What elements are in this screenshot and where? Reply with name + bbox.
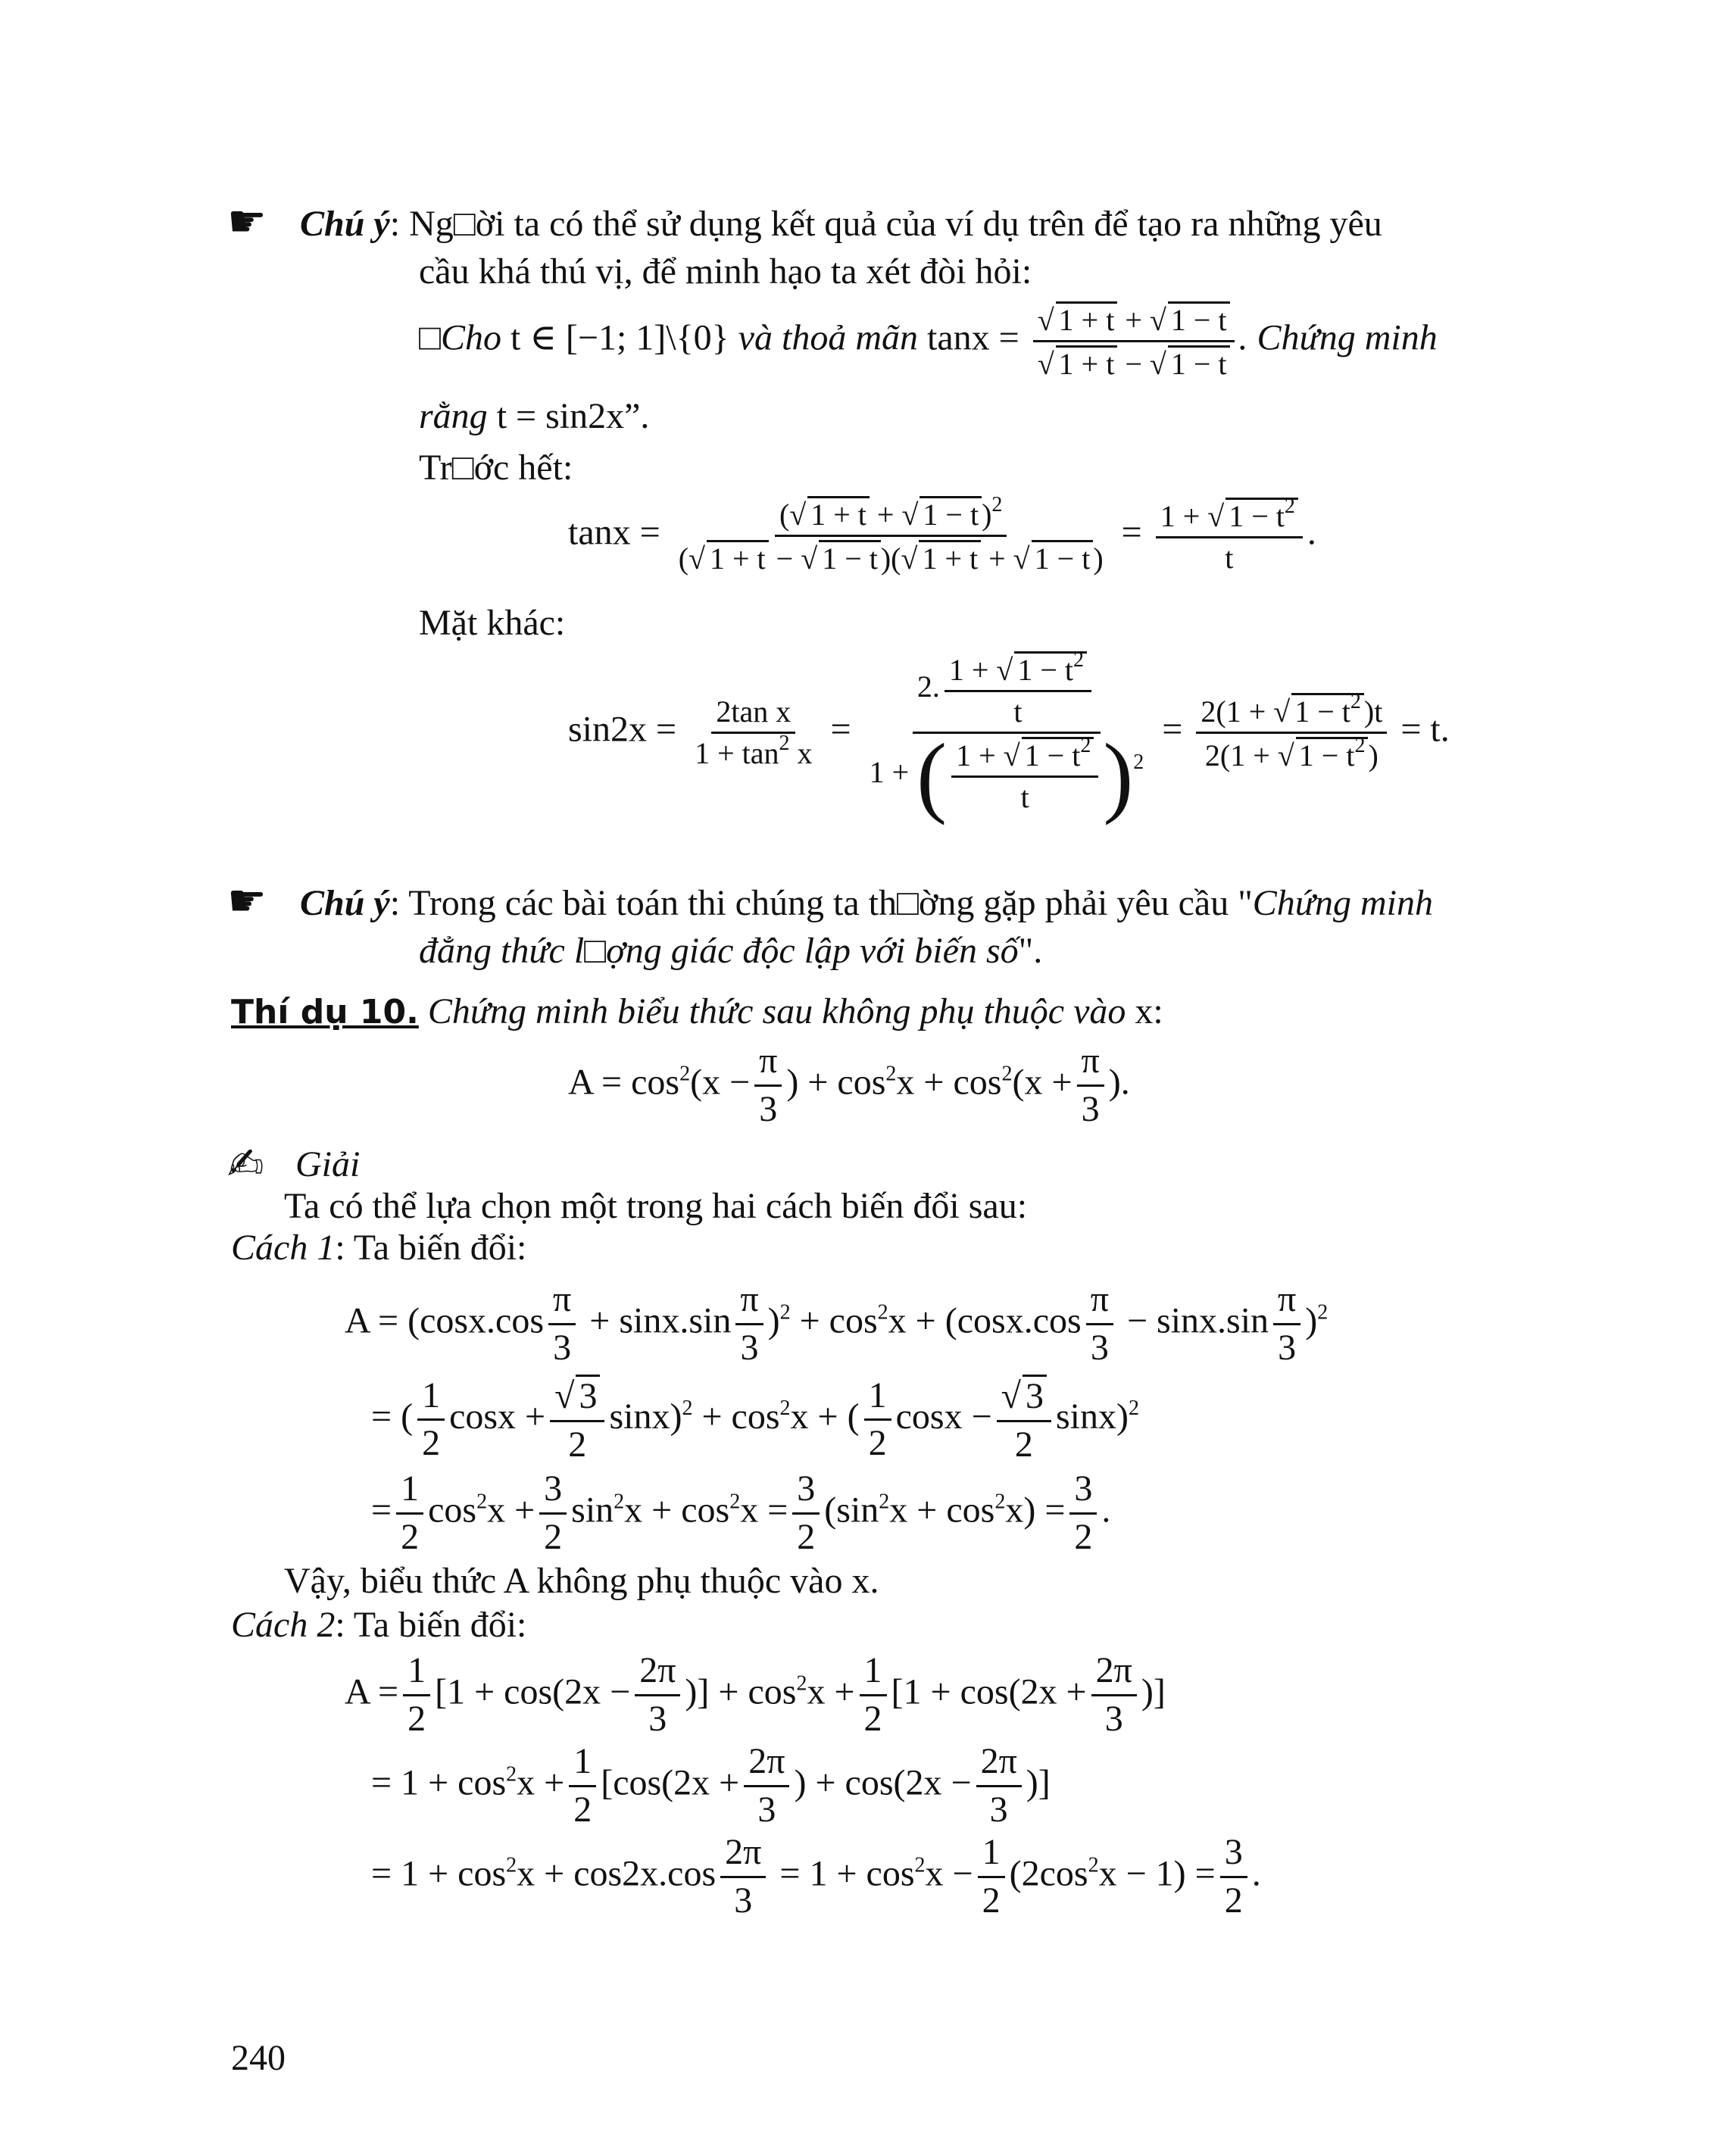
writing-hand-icon: ✍	[227, 1138, 264, 1190]
note1-line2: cầu khá thú vị, để minh hạo ta xét đòi hỏi:	[419, 251, 1032, 292]
equation-sin2x: sin2x = $\frac{\text{2tan x}}{1 + \tan^2 x}$ = 2. $\frac{1 + √ 1 - t^2}{t}$ 1 + ( $\frac{1 + √ 1 - t^2}{t}$ )$^2$ = $\frac{2(1 + √ 1 - t^2 )t}{2(1 + √ 1 - t^2 )}$ = t.	[568, 648, 1450, 825]
solution-label: Giải	[295, 1144, 361, 1184]
way2-heading: Cách 2: Ta biến đổi:	[231, 1605, 527, 1645]
way1-heading: Cách 1: Ta biến đổi:	[231, 1228, 527, 1268]
note2-line1: Chú ý: Trong các bài toán thi chúng ta th□ờng gặp phải yêu cầu "Chứng minh	[300, 883, 1433, 923]
way2-line2: = $1 + \cos^2x$ + $\frac{1}{2}$ [cos(2x + $\frac{2\pi}{3}$ ) + cos(2x − $\frac{2\pi}{3}$ )]	[371, 1741, 1051, 1830]
note1-question: □Cho t ∈ [−1; 1]\{0} và thoả mãn tanx = $\frac{√ 1 + t + √ 1 - t}{√ 1 + t - √ 1 - t}$ . Chứng minh	[419, 303, 1438, 381]
other-heading: Mặt khác:	[419, 603, 566, 643]
example-heading: Thí dụ 10. Chứng minh biểu thức sau không phụ thuộc vào x:	[231, 991, 1163, 1031]
note1-question-line2: rằng t = sin2x”.	[419, 396, 650, 436]
way1-line2: = ( $\frac{1}{2}$ cosx + $\frac{√ 3}{2}$ $\sin x)^2 + \cos^2x$ + ( $\frac{1}{2}$ cosx − $\frac{√ 3}{2}$ sinx)$^2$	[371, 1375, 1139, 1465]
way2-line3: = $1 + \cos^2x + \cos 2x.\cos$ $\frac{2\pi}{3}$ = $1 + \cos^2x$ − $\frac{1}{2}$ $(2\cos^2x - 1)$ = $\frac{3}{2}$ .	[371, 1832, 1261, 1921]
pointing-hand-icon: ☛	[227, 875, 267, 926]
way1-line3: = $\frac{1}{2}$ $\cos^2x$ + $\frac{3}{2}$ $\sin^2x + \cos^2x$ = $\frac{3}{2}$ $(\sin^2x + \cos^2x)$ = $\frac{3}{2}$ .	[371, 1468, 1111, 1557]
solution-intro: Ta có thể lựa chọn một trong hai cách biến đổi sau:	[284, 1186, 1028, 1226]
way2-line1: A = $\frac{1}{2}$ [1 + cos(2x − $\frac{2\pi}{3}$ )] + $\cos^2x$ + $\frac{1}{2}$ [1 + cos(2x + $\frac{2\pi}{3}$ )]	[345, 1650, 1166, 1739]
way1-line1: A = (cosx.cos $\frac{\pi}{3}$ + sinx.sin $\frac{\pi}{3}$ )$^2 + \cos^2x + (\cos x.\cos$ $\frac{\pi}{3}$ − sinx.sin $\frac{\pi}{3}$ )$^2$	[345, 1279, 1329, 1368]
page-number: 240	[231, 2038, 286, 2078]
note2-line2: đẳng thức l□ợng giác độc lập với biến số".	[419, 931, 1043, 971]
conclusion: Vậy, biểu thức A không phụ thuộc vào x.	[284, 1561, 879, 1601]
pointing-hand-icon: ☛	[227, 195, 267, 247]
first-heading: Tr□ớc hết:	[419, 448, 573, 488]
note1-line1: Chú ý: Ng□ời ta có thể sử dụng kết quả của ví dụ trên để tạo ra những yêu	[300, 204, 1382, 244]
example-formula: $A = \cos^2(x$ − $\frac{\pi}{3}$ ) + $\cos^2x + \cos^2(x$ + $\frac{\pi}{3}$ ).	[568, 1041, 1130, 1129]
equation-tanx: tanx = $\frac{(√ 1 + t + √ 1 - t )^2}{(√ 1 + t - √ 1 - t )(√ 1 + t + √ 1 - t )}$ = $\frac{1 + √ 1 - t^2}{t}$ .	[568, 493, 1316, 576]
tanx-fraction: $\frac{√ 1 + t + √ 1 - t}{√ 1 + t - √ 1 - t}$	[1033, 301, 1235, 381]
